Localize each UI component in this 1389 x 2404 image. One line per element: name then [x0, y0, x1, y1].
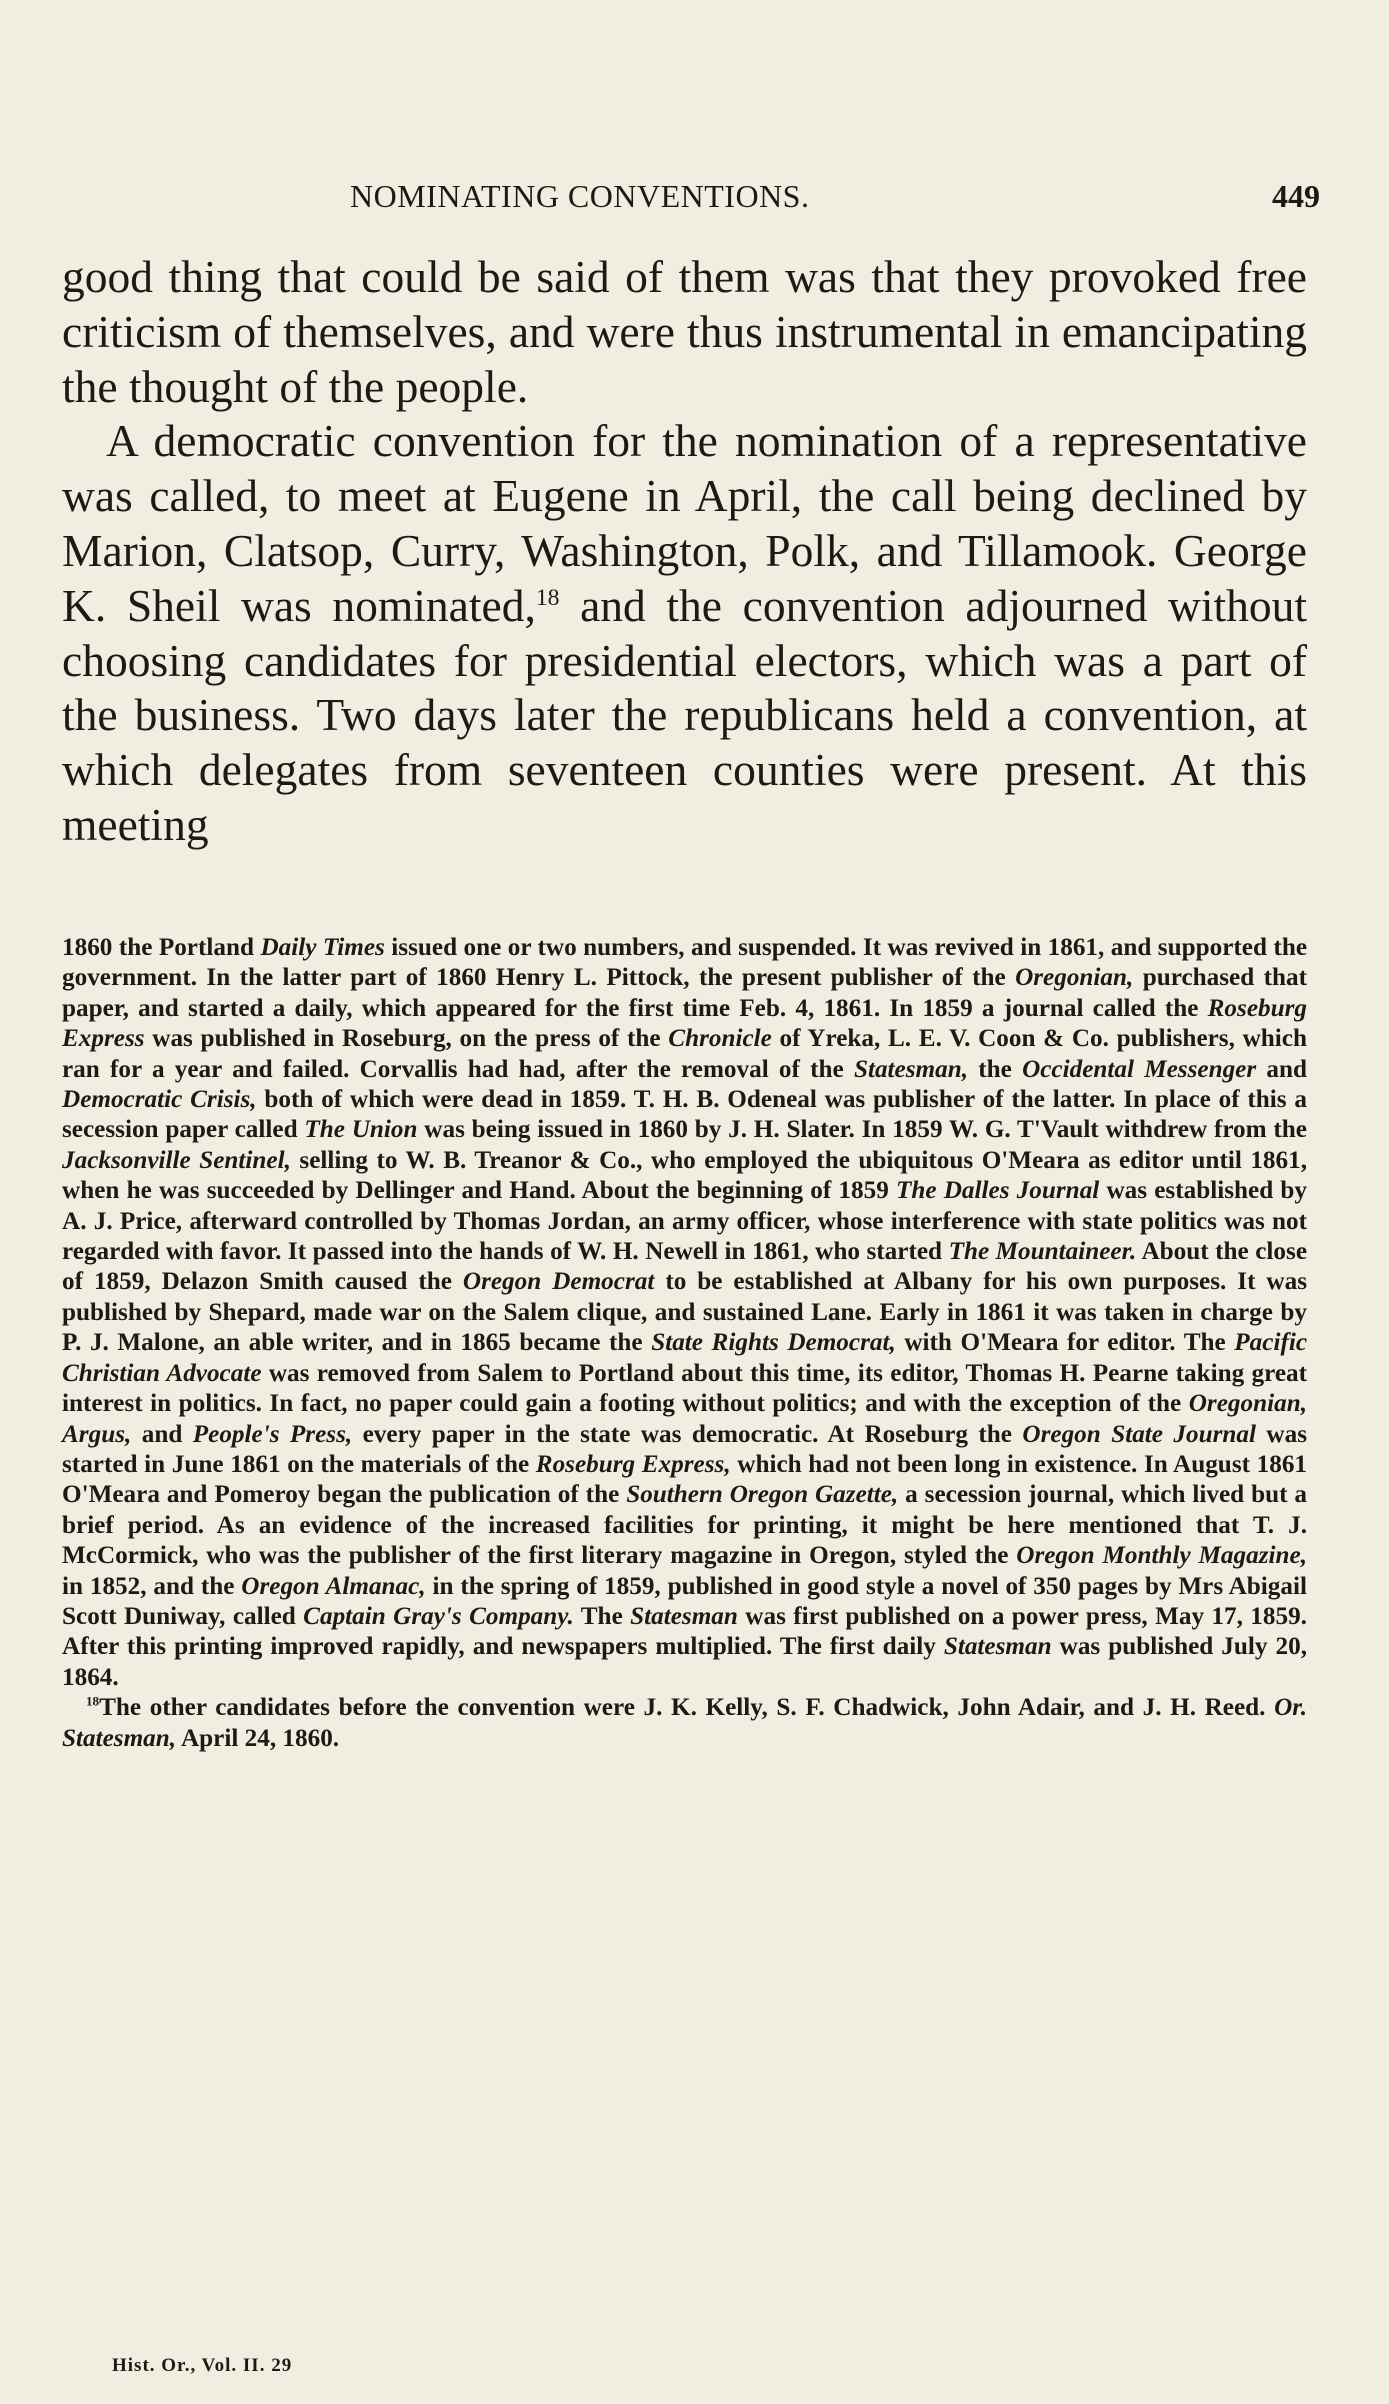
footnote-text: to be established at Albany for his own purposes. It was published by Shepard, made war on the Salem clique, and sustained Lane. Early in 1861 it was taken in charge by P. J. Malone, an able writer, and in 1865 became the	[62, 1268, 1308, 1357]
footnote-text: was started in June 1861 on the materials of the	[62, 1420, 1308, 1478]
newspaper-title: Chronicle	[668, 1025, 772, 1053]
footnote-text: 1860 the Portland	[62, 934, 261, 961]
footnote-text: purchased that paper, and started a daily, which appeared for the first time Feb. 4, 1861. In 1859 a journal called the	[62, 964, 1307, 1022]
newspaper-title: Southern Oregon Gazette,	[626, 1481, 899, 1509]
newspaper-title: People's Press,	[192, 1420, 353, 1448]
paragraph-democratic-convention	[62, 414, 1307, 852]
newspaper-title: Oregonian,	[1015, 964, 1134, 992]
footnote-18	[62, 1693, 1307, 1754]
footnote-reference: 18	[535, 584, 560, 611]
newspaper-title: The Mountaineer.	[948, 1238, 1137, 1266]
newspaper-title: Democratic Crisis,	[62, 1086, 257, 1114]
footnote-text: was being issued in 1860 by J. H. Slater. In 1859 W. G. T'Vault withdrew from the	[417, 1116, 1307, 1144]
newspaper-title: State Rights Democrat,	[651, 1329, 896, 1357]
newspaper-title: Statesman	[630, 1602, 738, 1630]
footnote-text: was established by A. J. Price, afterward controlled by Thomas Jordan, an army officer, whose interference with state politics was not regarded with favor. It passed into the hands of W. H. Newell in 1861, who started	[62, 1177, 1308, 1266]
newspaper-title: Roseburg Express	[62, 994, 1307, 1053]
book-title: Captain Gray's Company.	[303, 1602, 574, 1630]
newspaper-title: Oregon State Journal	[1022, 1420, 1256, 1448]
main-text	[62, 250, 1307, 853]
newspaper-title: The Dalles Journal	[895, 1177, 1100, 1205]
footnote-text: in the spring of 1859, published in good style a novel of 350 pages by Mrs Abigail Scott Duniway, called	[62, 1572, 1307, 1630]
footnote-text: in 1852, and the	[62, 1572, 242, 1600]
newspaper-title: Or. Statesman,	[62, 1694, 1307, 1752]
footnote-text: every paper in the state was democratic. At Roseburg the	[352, 1420, 1023, 1448]
footnote-continued	[62, 933, 1307, 1693]
page-number: 449	[1272, 178, 1320, 214]
newspaper-title: Jacksonville Sentinel,	[62, 1146, 291, 1174]
footnote-text: a secession journal, which lived but a brief period. As an evidence of the increased facilities for printing, it might be here mentioned that T. J. McCormick, who was the publisher of the first literary magazine in Oregon, styled the	[62, 1481, 1307, 1570]
footnote-text: was published July 20, 1864.	[62, 1633, 1308, 1691]
footnote-text: and	[1256, 1055, 1307, 1083]
newspaper-title: Statesman	[943, 1633, 1052, 1661]
newspaper-title: Occidental Messenger	[1022, 1055, 1257, 1083]
signature-mark: Hist. Or., Vol. II. 29	[112, 2355, 293, 2376]
running-head: NOMINATING CONVENTIONS.	[350, 178, 810, 214]
footnote-text: both of which were dead in 1859. T. H. B. Odeneal was publisher of the latter. In place of this a secession paper called	[62, 1086, 1307, 1144]
footnote-text: The other candidates before the convention were J. K. Kelly, S. F. Chadwick, John Adair, and J. H. Reed.	[99, 1694, 1275, 1722]
footnote-text: which had not been long in existence. In August 1861 O'Meara and Pomeroy began the publication of the	[62, 1450, 1308, 1509]
newspaper-title: Oregon Almanac,	[241, 1572, 426, 1600]
newspaper-title: The Union	[304, 1116, 418, 1144]
newspaper-title: Statesman,	[853, 1055, 969, 1083]
newspaper-title: Oregonian, Argus,	[62, 1390, 1307, 1448]
newspaper-title: Roseburg Express,	[535, 1450, 731, 1478]
newspaper-title: Daily Times	[260, 934, 385, 961]
footnote-text: the	[968, 1055, 1023, 1083]
newspaper-title: Oregon Monthly Magazine,	[1016, 1542, 1307, 1570]
footnote-text: was first published on a power press, May 17, 1859. After this printing improved rapidly, and newspapers multiplied. The first daily	[62, 1602, 1307, 1661]
footnote-text: issued one or two numbers, and suspended. It was revived in 1861, and supported the government. In the latter part of 1860 Henry L. Pittock, the present publisher of the	[62, 934, 1308, 992]
footnote-marker: 18	[86, 1693, 100, 1709]
page-header	[320, 178, 1320, 222]
footnotes	[62, 933, 1307, 1754]
paragraph-continued: good thing that could be said of them was that they provoked free criticism of themselves, and were thus instrumental in emancipating the thought of the people.	[62, 251, 1307, 412]
footnote-text: was published in Roseburg, on the press of the	[144, 1025, 669, 1053]
footnote-text: About the close of 1859, Delazon Smith caused the	[62, 1238, 1308, 1296]
footnote-text: April 24, 1860.	[176, 1724, 340, 1752]
footnote-text: of Yreka, L. E. V. Coon & Co. publishers, which ran for a year and failed. Corvallis had had, after the removal of the	[62, 1025, 1307, 1083]
newspaper-title: Pacific Christian Advocate	[62, 1329, 1308, 1387]
footnote-text: The	[573, 1602, 631, 1630]
newspaper-title: Oregon Democrat	[462, 1268, 655, 1296]
footnote-text: and	[131, 1420, 193, 1448]
paragraph-text: and the convention adjourned without choosing candidates for presidential electors, which was a part of the business. Two days later the republicans held a convention, at which delegates from seventeen counties were present. At this meeting	[62, 579, 1308, 850]
paragraph-text: A democratic convention for the nomination of a representative was called, to meet at Eugene in April, the call being declined by Marion, Clatsop, Curry, Washington, Polk, and Tillamook. George K. Sheil was nominated,	[62, 415, 1307, 631]
footnote-text: with O'Meara for editor. The	[895, 1329, 1235, 1357]
footnote-text: selling to W. B. Treanor & Co., who employed the ubiquitous O'Meara as editor until 1861, when he was succeeded by Dellinger and Hand. About the beginning of 1859	[62, 1146, 1308, 1205]
footnote-text: was removed from Salem to Portland about this time, its editor, Thomas H. Pearne taking great interest in politics. In fact, no paper could gain a footing without politics; and with the exception of the	[62, 1359, 1307, 1418]
